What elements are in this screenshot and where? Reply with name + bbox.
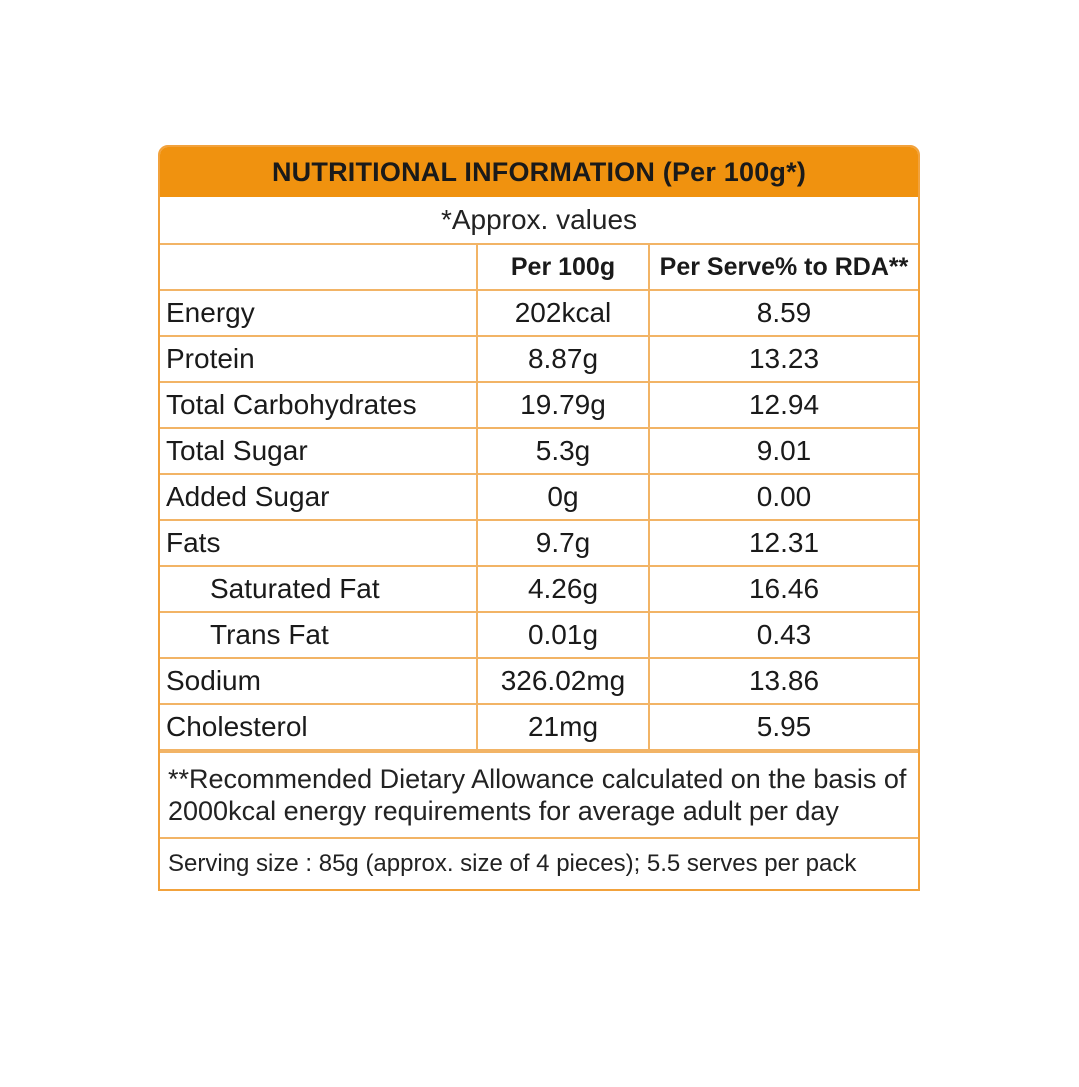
per-100g-value: 4.26g xyxy=(477,566,649,612)
nutrient-name: Saturated Fat xyxy=(160,566,477,612)
rda-value: 13.23 xyxy=(649,336,918,382)
nutrient-name: Total Sugar xyxy=(160,428,477,474)
rda-value: 12.94 xyxy=(649,382,918,428)
table-row xyxy=(160,612,918,658)
nutrient-name: Total Carbohydrates xyxy=(160,382,477,428)
rda-value: 13.86 xyxy=(649,658,918,704)
table-row xyxy=(160,704,918,750)
nutrition-table xyxy=(160,245,918,751)
rda-value: 9.01 xyxy=(649,428,918,474)
rda-value: 12.31 xyxy=(649,520,918,566)
header-per-100g: Per 100g xyxy=(477,245,649,290)
per-100g-value: 0g xyxy=(477,474,649,520)
table-row xyxy=(160,428,918,474)
table-row xyxy=(160,474,918,520)
table-row xyxy=(160,566,918,612)
nutrient-name: Sodium xyxy=(160,658,477,704)
nutrient-name: Energy xyxy=(160,290,477,336)
header-rda: Per Serve% to RDA** xyxy=(649,245,918,290)
rda-value: 16.46 xyxy=(649,566,918,612)
per-100g-value: 0.01g xyxy=(477,612,649,658)
approx-values-note: *Approx. values xyxy=(160,197,918,245)
table-row xyxy=(160,382,918,428)
rda-value: 5.95 xyxy=(649,704,918,750)
table-row xyxy=(160,290,918,336)
per-100g-value: 202kcal xyxy=(477,290,649,336)
nutrient-name: Trans Fat xyxy=(160,612,477,658)
per-100g-value: 326.02mg xyxy=(477,658,649,704)
nutrient-name: Protein xyxy=(160,336,477,382)
header-nutrient xyxy=(160,245,477,290)
rda-value: 0.43 xyxy=(649,612,918,658)
table-row xyxy=(160,658,918,704)
table-header-row xyxy=(160,245,918,290)
per-100g-value: 21mg xyxy=(477,704,649,750)
per-100g-value: 19.79g xyxy=(477,382,649,428)
per-100g-value: 9.7g xyxy=(477,520,649,566)
nutrition-title: NUTRITIONAL INFORMATION (Per 100g*) xyxy=(160,147,918,197)
rda-value: 0.00 xyxy=(649,474,918,520)
serving-size-note: Serving size : 85g (approx. size of 4 pieces); 5.5 serves per pack xyxy=(168,850,857,877)
per-100g-value: 5.3g xyxy=(477,428,649,474)
nutrient-name: Added Sugar xyxy=(160,474,477,520)
rda-value: 8.59 xyxy=(649,290,918,336)
nutrient-name: Fats xyxy=(160,520,477,566)
table-row xyxy=(160,336,918,382)
nutrition-panel xyxy=(158,145,920,891)
rda-footnote: **Recommended Dietary Allowance calculated on the basis of 2000kcal energy requirements for average adult per day xyxy=(160,751,918,839)
per-100g-value: 8.87g xyxy=(477,336,649,382)
nutrient-name: Cholesterol xyxy=(160,704,477,750)
table-row xyxy=(160,520,918,566)
